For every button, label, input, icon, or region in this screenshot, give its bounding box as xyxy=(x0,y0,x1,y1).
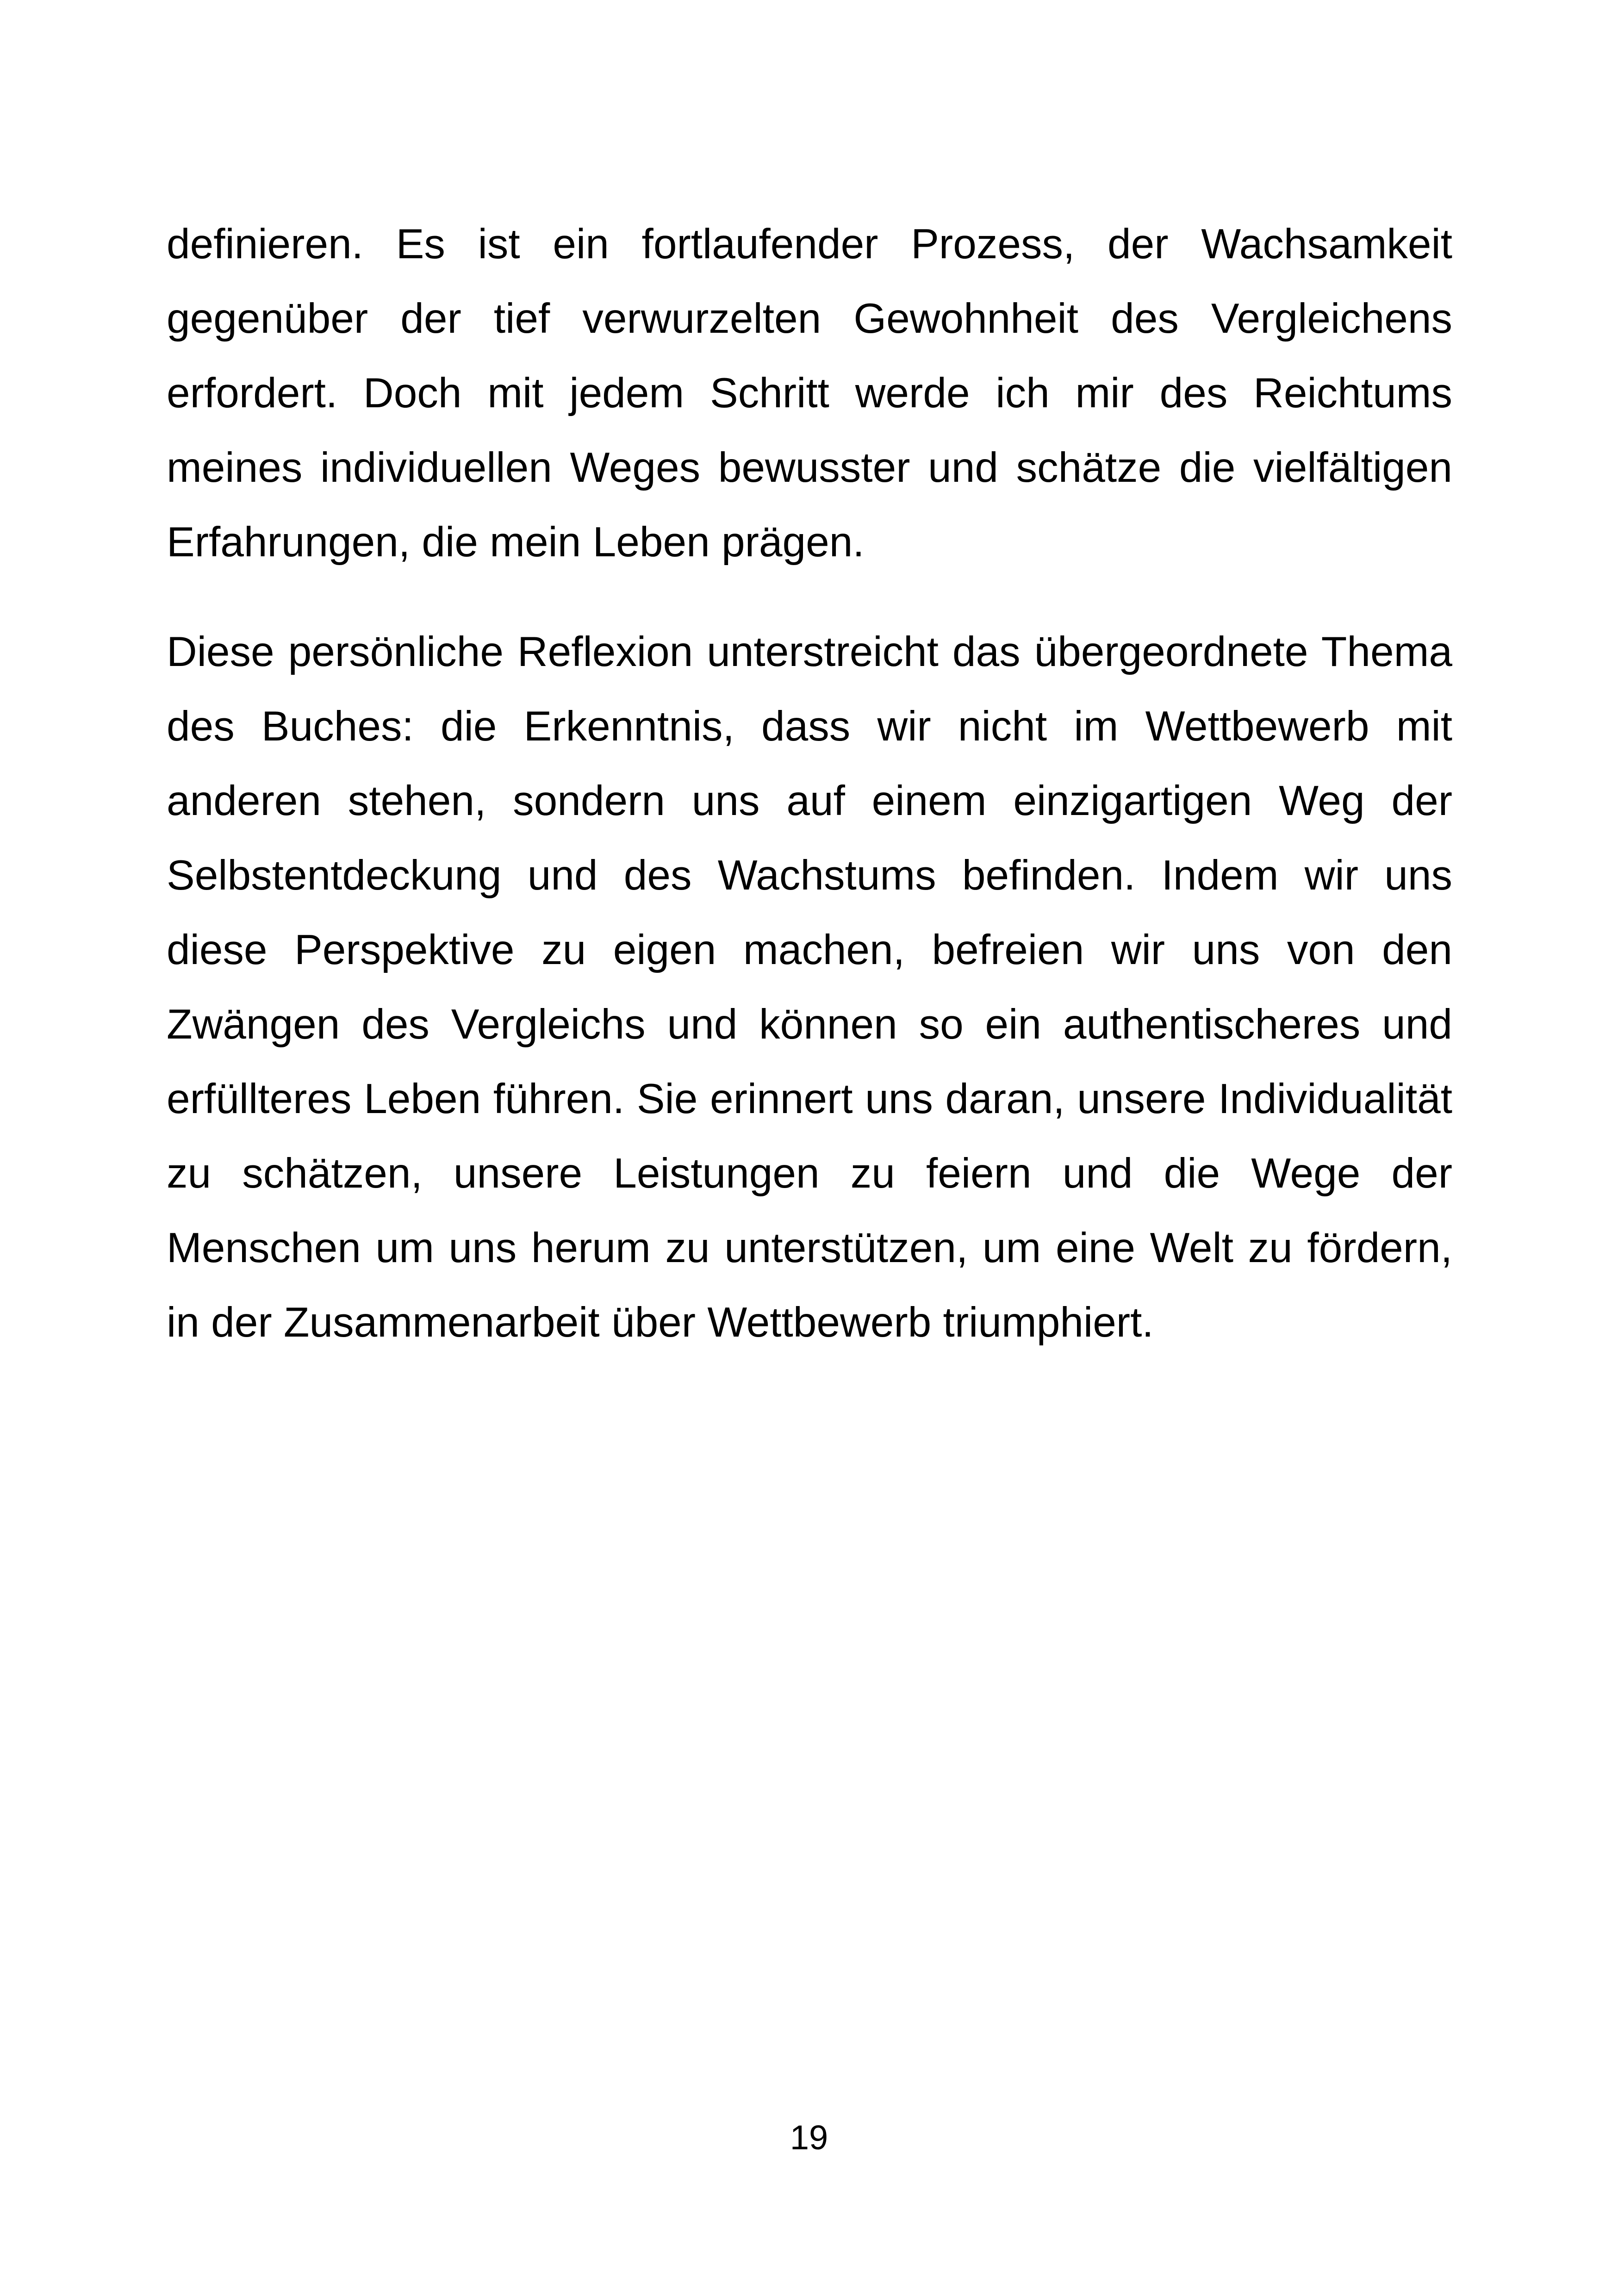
text-line: gegenüber der tief verwurzelten Gewohnheit des Vergleichens xyxy=(167,295,1452,342)
page-number: 19 xyxy=(790,2118,828,2157)
paragraph xyxy=(167,207,1452,579)
body-text xyxy=(167,207,1452,1395)
text-line: definieren. Es ist ein fortlaufender Prozess, der Wachsamkeit xyxy=(167,221,1452,268)
text-line: anderen stehen, sondern uns auf einem einzigartigen Weg der xyxy=(167,778,1452,824)
text-line: diese Perspektive zu eigen machen, befreien wir uns von den xyxy=(167,927,1452,973)
paragraph xyxy=(167,615,1452,1360)
text-line: Selbstentdeckung und des Wachstums befinden. Indem wir uns xyxy=(167,852,1452,899)
text-line: zu schätzen, unsere Leistungen zu feiern und die Wege der xyxy=(167,1150,1452,1197)
text-line: des Buches: die Erkenntnis, dass wir nicht im Wettbewerb mit xyxy=(167,703,1452,750)
text-line: Erfahrungen, die mein Leben prägen. xyxy=(167,519,865,566)
text-line: erfordert. Doch mit jedem Schritt werde ich mir des Reichtums xyxy=(167,370,1452,417)
text-line: Zwängen des Vergleichs und können so ein authentischeres und xyxy=(167,1001,1452,1048)
text-line: erfüllteres Leben führen. Sie erinnert uns daran, unsere Individualität xyxy=(167,1076,1452,1122)
text-line: in der Zusammenarbeit über Wettbewerb triumphiert. xyxy=(167,1299,1154,1346)
text-line: Diese persönliche Reflexion unterstreicht das übergeordnete Thema xyxy=(167,628,1452,675)
text-line: Menschen um uns herum zu unterstützen, um eine Welt zu fördern, xyxy=(167,1225,1452,1271)
text-line: meines individuellen Weges bewusster und schätze die vielfältigen xyxy=(167,444,1452,491)
